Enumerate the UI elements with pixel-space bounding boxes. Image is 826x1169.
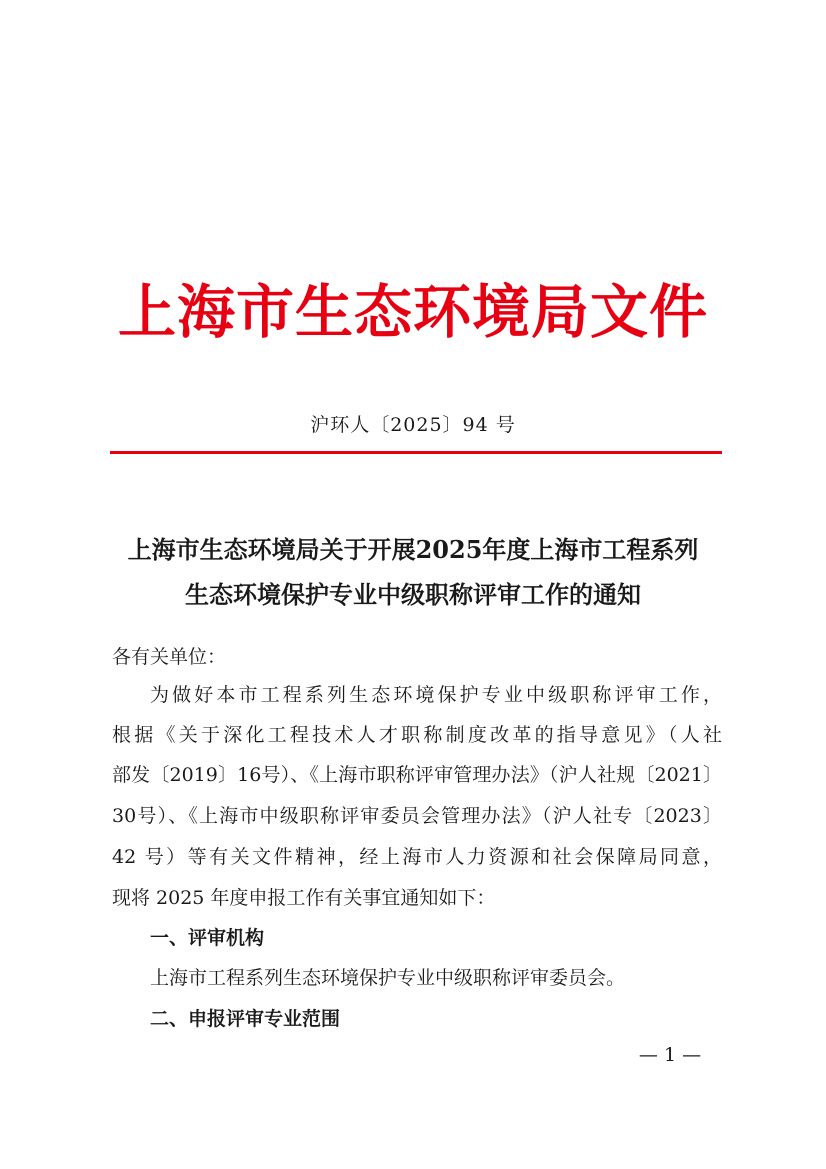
salutation: 各有关单位： [112,646,227,668]
document-title-line-1: 上海市生态环境局关于开展2025年度上海市工程系列 [127,535,699,564]
paragraph-line: 现将 2025 年度申报工作有关事宜通知如下： [112,887,496,909]
red-divider-line [110,451,722,454]
section-heading-2: 二、申报评审专业范围 [150,1008,341,1030]
paragraph-line: 为做好本市工程系列生态环境保护专业中级职称评审工作， [150,684,722,706]
issuing-authority-header: 上海市生态环境局文件 [117,278,708,346]
document-number: 沪环人〔2025〕94 号 [310,414,516,436]
section-text-1: 上海市工程系列生态环境保护专业中级职称评审委员会。 [150,967,626,989]
paragraph-line: 根据《关于深化工程技术人才职称制度改革的指导意见》（人社 [112,724,722,746]
paragraph-line: 42 号）等有关文件精神，经上海市人力资源和社会保障局同意， [112,846,722,868]
paragraph-line: 30号）、《上海市中级职称评审委员会管理办法》（沪人社专〔2023〕 [112,805,722,827]
paragraph-line: 部发〔2019〕16号）、《上海市职称评审管理办法》（沪人社规〔2021〕 [112,764,722,786]
page-number: — 1 — [638,1044,702,1066]
document-title-line-2: 生态环境保护专业中级职称评审工作的通知 [185,580,641,609]
section-heading-1: 一、评审机构 [150,927,265,949]
